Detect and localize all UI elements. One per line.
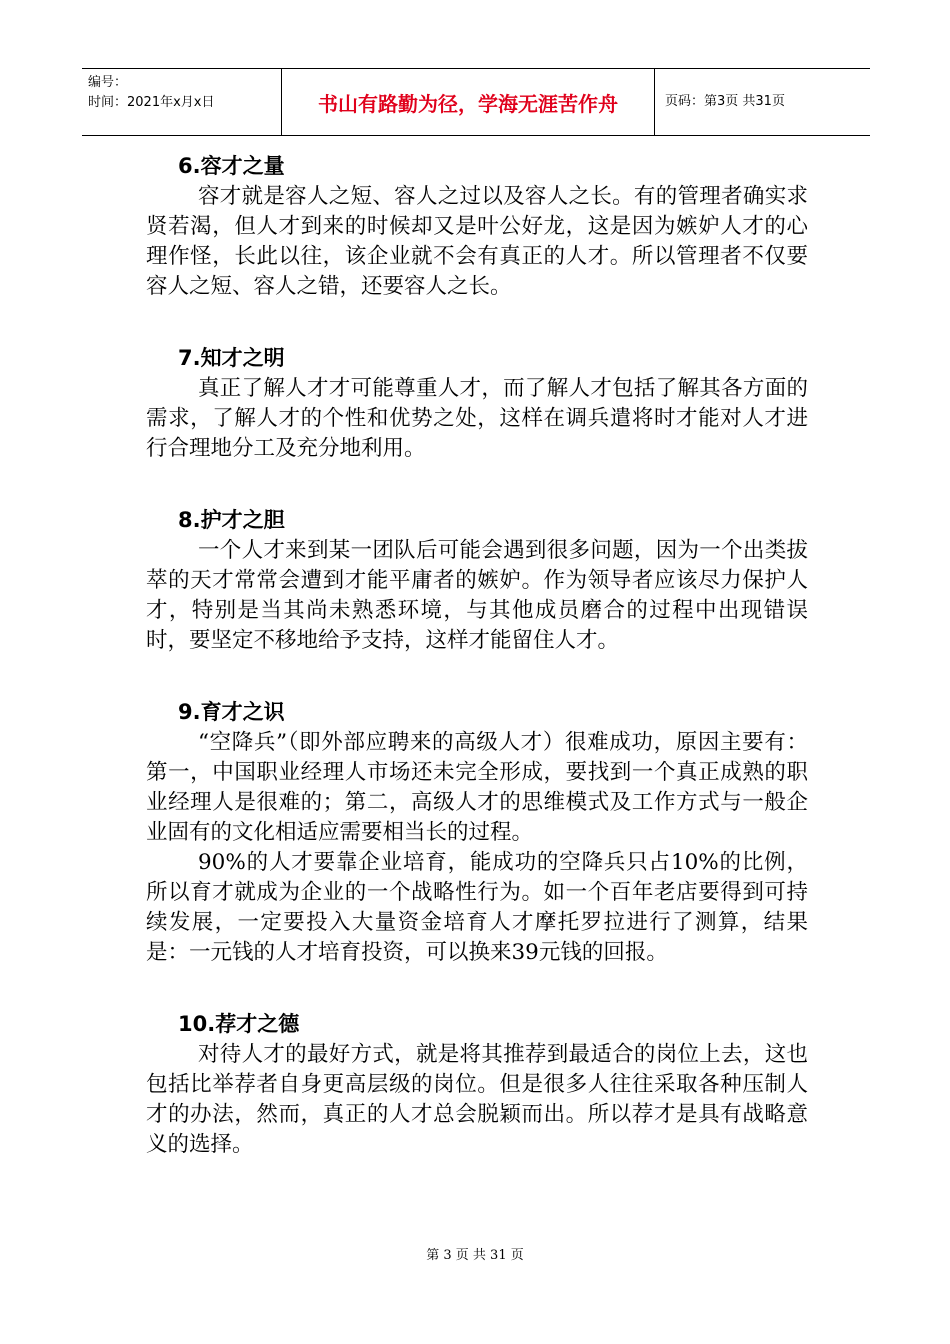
page-header: [82, 68, 870, 136]
section-6: [146, 150, 808, 302]
document-number-label: 编号：: [88, 75, 128, 90]
section-10: [146, 1008, 808, 1160]
section-title: 9.育才之识: [178, 700, 285, 724]
header-motto-cell: [282, 69, 655, 135]
document-date-label: 时间：2021年x月x日: [88, 95, 215, 110]
header-motto: 书山有路勤为径，学海无涯苦作舟: [318, 91, 618, 116]
paragraph: “空降兵”（即外部应聘来的高级人才）很难成功，原因主要有：第一，中国职业经理人市场还未完全形成，要找到一个真正成熟的职业经理人是很难的；第二，高级人才的思维模式及工作方式与一般企业固有的文化相适应需要相当长的过程。: [146, 730, 808, 845]
section-9: [146, 696, 808, 968]
section-7: [146, 342, 808, 464]
document-body: [146, 150, 808, 1160]
section-title: 6.容才之量: [178, 154, 285, 178]
paragraph: 一个人才来到某一团队后可能会遇到很多问题，因为一个出类拔萃的天才常常会遭到才能平庸者的嫉妒。作为领导者应该尽力保护人才，特别是当其尚未熟悉环境，与其他成员磨合的过程中出现错误时，要坚定不移地给予支持，这样才能留住人才。: [146, 538, 808, 653]
paragraph: 对待人才的最好方式，就是将其推荐到最适合的岗位上去，这也包括比举荐者自身更高层级的岗位。但是很多人往往采取各种压制人才的办法，然而，真正的人才总会脱颖而出。所以荐才是具有战略意义的选择。: [146, 1042, 808, 1157]
section-title: 7.知才之明: [178, 346, 285, 370]
paragraph: 真正了解人才才可能尊重人才，而了解人才包括了解其各方面的需求，了解人才的个性和优势之处，这样在调兵遣将时才能对人才进行合理地分工及充分地利用。: [146, 376, 808, 461]
section-title: 10.荐才之德: [178, 1012, 300, 1036]
section-title: 8.护才之胆: [178, 508, 285, 532]
section-8: [146, 504, 808, 656]
header-page-info: 页码：第3页 共31页: [665, 94, 785, 109]
paragraph: 90%的人才要靠企业培育，能成功的空降兵只占10%的比例，所以育才就成为企业的一个战略性行为。如一个百年老店要得到可持续发展，一定要投入大量资金培育人才摩托罗拉进行了测算，结果是：一元钱的人才培育投资，可以换来39元钱的回报。: [146, 850, 808, 965]
page-footer: 第 3 页 共 31 页: [426, 1248, 524, 1263]
header-meta-cell: [82, 69, 282, 135]
header-page-cell: [655, 69, 870, 135]
paragraph: 容才就是容人之短、容人之过以及容人之长。有的管理者确实求贤若渴，但人才到来的时候却又是叶公好龙，这是因为嫉妒人才的心理作怪，长此以往，该企业就不会有真正的人才。所以管理者不仅要容人之短、容人之错，还要容人之长。: [146, 184, 808, 299]
